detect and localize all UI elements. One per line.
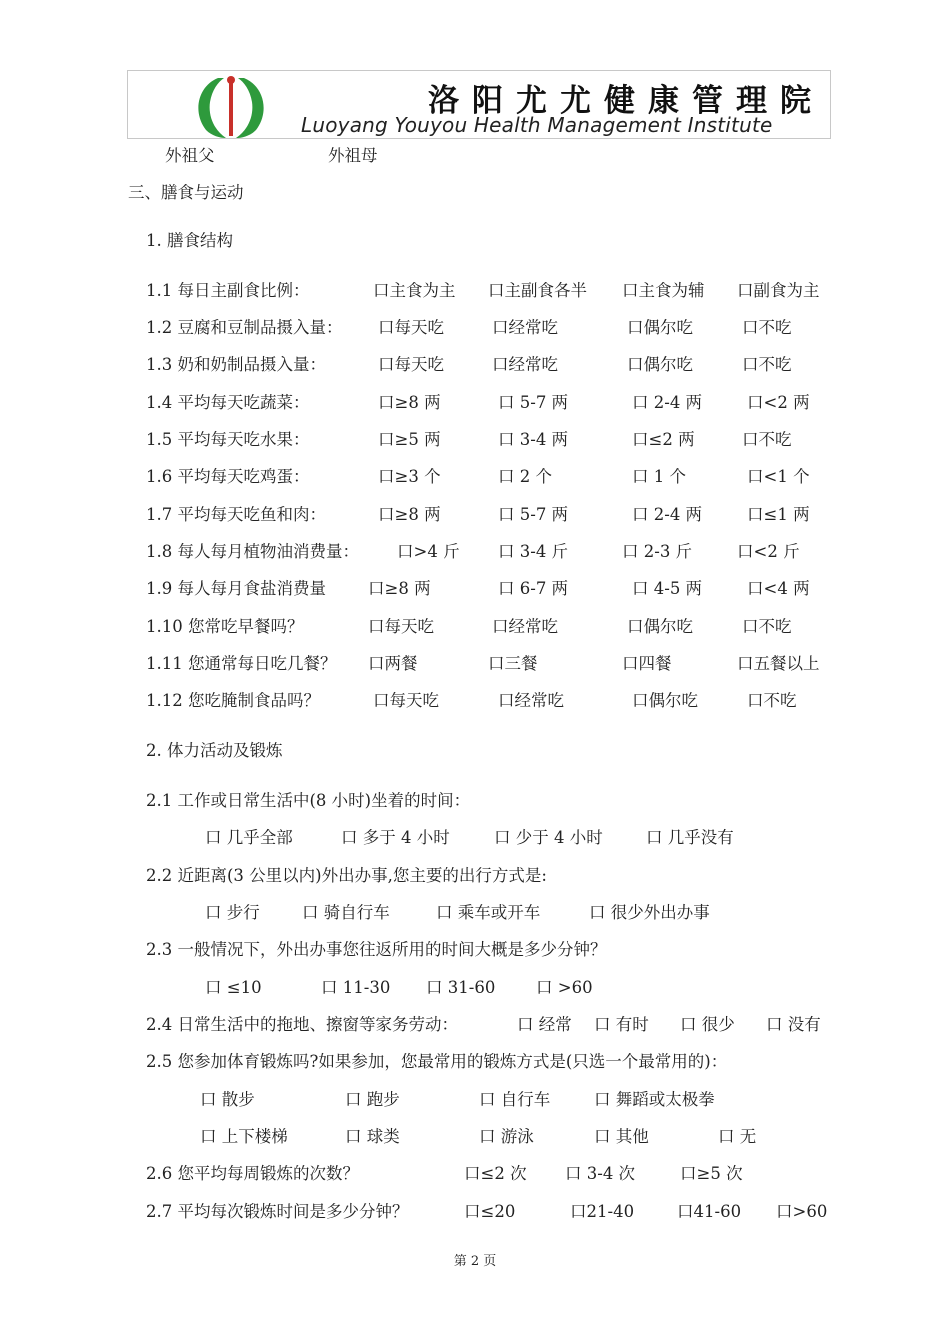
option-checkbox[interactable]: 口≥3 个 xyxy=(378,467,441,486)
option-checkbox[interactable]: 口≤20 xyxy=(464,1202,516,1221)
option-checkbox[interactable]: 口 有时 xyxy=(594,1015,649,1034)
subsection-heading-diet: 1. 膳食结构 xyxy=(146,231,233,250)
option-checkbox[interactable]: 口 1 个 xyxy=(632,467,686,486)
option-checkbox[interactable]: 口<2 斤 xyxy=(737,542,800,561)
option-checkbox[interactable]: 口偶尔吃 xyxy=(627,617,693,636)
option-checkbox[interactable]: 口≤2 两 xyxy=(632,430,695,449)
option-checkbox[interactable]: 口三餐 xyxy=(488,654,538,673)
option-checkbox[interactable]: 口四餐 xyxy=(622,654,672,673)
option-checkbox[interactable]: 口 舞蹈或太极拳 xyxy=(594,1090,715,1109)
option-checkbox[interactable]: 口 经常 xyxy=(517,1015,572,1034)
question-1-5: 1.5 平均每天吃水果： xyxy=(146,430,310,449)
page-number: 第 2 页 xyxy=(453,1254,497,1269)
option-checkbox[interactable]: 口副食为主 xyxy=(737,281,820,300)
option-checkbox[interactable]: 口21-40 xyxy=(570,1202,635,1221)
question-1-11: 1.11 您通常每日吃几餐？ xyxy=(146,654,337,673)
option-checkbox[interactable]: 口经常吃 xyxy=(498,691,564,710)
question-2-3: 2.3 一般情况下，外出办事您往返所用的时间大概是多少分钟？ xyxy=(146,940,607,959)
option-checkbox[interactable]: 口主副食各半 xyxy=(488,281,587,300)
option-checkbox[interactable]: 口 31-60 xyxy=(426,978,496,997)
option-checkbox[interactable]: 口 5-7 两 xyxy=(498,393,569,412)
label-maternal-grandfather: 外祖父 xyxy=(165,146,215,165)
option-checkbox[interactable]: 口<4 两 xyxy=(747,579,810,598)
option-checkbox[interactable]: 口 很少外出办事 xyxy=(589,903,710,922)
question-1-4: 1.4 平均每天吃蔬菜： xyxy=(146,393,310,412)
question-1-12: 1.12 您吃腌制食品吗？ xyxy=(146,691,320,710)
option-checkbox[interactable]: 口主食为主 xyxy=(373,281,456,300)
option-checkbox[interactable]: 口 自行车 xyxy=(479,1090,551,1109)
option-checkbox[interactable]: 口≤1 两 xyxy=(747,505,810,524)
option-checkbox[interactable]: 口 几乎没有 xyxy=(646,828,734,847)
option-checkbox[interactable]: 口两餐 xyxy=(368,654,418,673)
option-checkbox[interactable]: 口经常吃 xyxy=(492,318,558,337)
option-checkbox[interactable]: 口经常吃 xyxy=(492,617,558,636)
option-checkbox[interactable]: 口五餐以上 xyxy=(737,654,820,673)
option-checkbox[interactable]: 口 乘车或开车 xyxy=(436,903,541,922)
option-checkbox[interactable]: 口 游泳 xyxy=(479,1127,534,1146)
subsection-heading-activity: 2. 体力活动及锻炼 xyxy=(146,741,283,760)
option-checkbox[interactable]: 口偶尔吃 xyxy=(627,318,693,337)
option-checkbox[interactable]: 口不吃 xyxy=(742,355,792,374)
institute-logo-icon xyxy=(188,72,274,140)
question-1-2: 1.2 豆腐和豆制品摄入量： xyxy=(146,318,343,337)
option-checkbox[interactable]: 口 3-4 次 xyxy=(565,1164,636,1183)
option-checkbox[interactable]: 口 2 个 xyxy=(498,467,552,486)
option-checkbox[interactable]: 口 少于 4 小时 xyxy=(494,828,603,847)
option-checkbox[interactable]: 口 球类 xyxy=(345,1127,400,1146)
option-checkbox[interactable]: 口 很少 xyxy=(680,1015,735,1034)
option-checkbox[interactable]: 口 6-7 两 xyxy=(498,579,569,598)
question-2-7: 2.7 平均每次锻炼时间是多少分钟？ xyxy=(146,1202,409,1221)
option-checkbox[interactable]: 口 2-3 斤 xyxy=(622,542,693,561)
question-2-5: 2.5 您参加体育锻炼吗?如果参加，您最常用的锻炼方式是(只选一个最常用的)： xyxy=(146,1052,728,1071)
option-checkbox[interactable]: 口<2 两 xyxy=(747,393,810,412)
option-checkbox[interactable]: 口 2-4 两 xyxy=(632,393,703,412)
option-checkbox[interactable]: 口 3-4 斤 xyxy=(498,542,569,561)
option-checkbox[interactable]: 口 骑自行车 xyxy=(302,903,390,922)
option-checkbox[interactable]: 口 其他 xyxy=(594,1127,649,1146)
institute-name-en: Luoyang Youyou Health Management Institute xyxy=(301,113,773,137)
question-1-1: 1.1 每日主副食比例： xyxy=(146,281,310,300)
option-checkbox[interactable]: 口41-60 xyxy=(677,1202,742,1221)
option-checkbox[interactable]: 口>4 斤 xyxy=(397,542,460,561)
option-checkbox[interactable]: 口 几乎全部 xyxy=(205,828,293,847)
option-checkbox[interactable]: 口每天吃 xyxy=(373,691,439,710)
option-checkbox[interactable]: 口每天吃 xyxy=(378,318,444,337)
option-checkbox[interactable]: 口每天吃 xyxy=(368,617,434,636)
option-checkbox[interactable]: 口 上下楼梯 xyxy=(200,1127,288,1146)
option-checkbox[interactable]: 口不吃 xyxy=(742,617,792,636)
option-checkbox[interactable]: 口不吃 xyxy=(742,318,792,337)
option-checkbox[interactable]: 口≤2 次 xyxy=(464,1164,527,1183)
option-checkbox[interactable]: 口 步行 xyxy=(205,903,260,922)
option-checkbox[interactable]: 口 没有 xyxy=(766,1015,821,1034)
question-1-8: 1.8 每人每月植物油消费量： xyxy=(146,542,359,561)
label-maternal-grandmother: 外祖母 xyxy=(328,146,378,165)
option-checkbox[interactable]: 口≥8 两 xyxy=(378,505,441,524)
option-checkbox[interactable]: 口 >60 xyxy=(536,978,593,997)
letterhead-banner xyxy=(127,70,831,139)
option-checkbox[interactable]: 口 5-7 两 xyxy=(498,505,569,524)
option-checkbox[interactable]: 口 无 xyxy=(718,1127,757,1146)
option-checkbox[interactable]: 口 散步 xyxy=(200,1090,255,1109)
option-checkbox[interactable]: 口 4-5 两 xyxy=(632,579,703,598)
option-checkbox[interactable]: 口不吃 xyxy=(742,430,792,449)
option-checkbox[interactable]: 口每天吃 xyxy=(378,355,444,374)
option-checkbox[interactable]: 口<1 个 xyxy=(747,467,810,486)
option-checkbox[interactable]: 口偶尔吃 xyxy=(632,691,698,710)
question-1-7: 1.7 平均每天吃鱼和肉： xyxy=(146,505,326,524)
question-2-2: 2.2 近距离(3 公里以内)外出办事,您主要的出行方式是: xyxy=(146,866,547,885)
option-checkbox[interactable]: 口≥8 两 xyxy=(378,393,441,412)
option-checkbox[interactable]: 口≥5 两 xyxy=(378,430,441,449)
question-1-6: 1.6 平均每天吃鸡蛋： xyxy=(146,467,310,486)
option-checkbox[interactable]: 口 ≤10 xyxy=(205,978,262,997)
question-2-1: 2.1 工作或日常生活中(8 小时)坐着的时间： xyxy=(146,791,471,810)
question-1-9: 1.9 每人每月食盐消费量 xyxy=(146,579,326,598)
question-2-4: 2.4 日常生活中的拖地、擦窗等家务劳动： xyxy=(146,1015,458,1034)
option-checkbox[interactable]: 口≥8 两 xyxy=(368,579,431,598)
option-checkbox[interactable]: 口>60 xyxy=(776,1202,828,1221)
option-checkbox[interactable]: 口偶尔吃 xyxy=(627,355,693,374)
institute-name-cn: 洛阳尤尤健康管理院 xyxy=(428,83,824,119)
section-heading-diet-exercise: 三、膳食与运动 xyxy=(128,183,244,202)
option-checkbox[interactable]: 口 3-4 两 xyxy=(498,430,569,449)
option-checkbox[interactable]: 口 跑步 xyxy=(345,1090,400,1109)
option-checkbox[interactable]: 口≥5 次 xyxy=(680,1164,743,1183)
question-1-10: 1.10 您常吃早餐吗？ xyxy=(146,617,304,636)
question-1-3: 1.3 奶和奶制品摄入量： xyxy=(146,355,326,374)
option-checkbox[interactable]: 口经常吃 xyxy=(492,355,558,374)
option-checkbox[interactable]: 口不吃 xyxy=(747,691,797,710)
option-checkbox[interactable]: 口主食为辅 xyxy=(622,281,705,300)
question-2-6: 2.6 您平均每周锻炼的次数？ xyxy=(146,1164,359,1183)
option-checkbox[interactable]: 口 多于 4 小时 xyxy=(341,828,450,847)
option-checkbox[interactable]: 口 11-30 xyxy=(321,978,391,997)
option-checkbox[interactable]: 口 2-4 两 xyxy=(632,505,703,524)
